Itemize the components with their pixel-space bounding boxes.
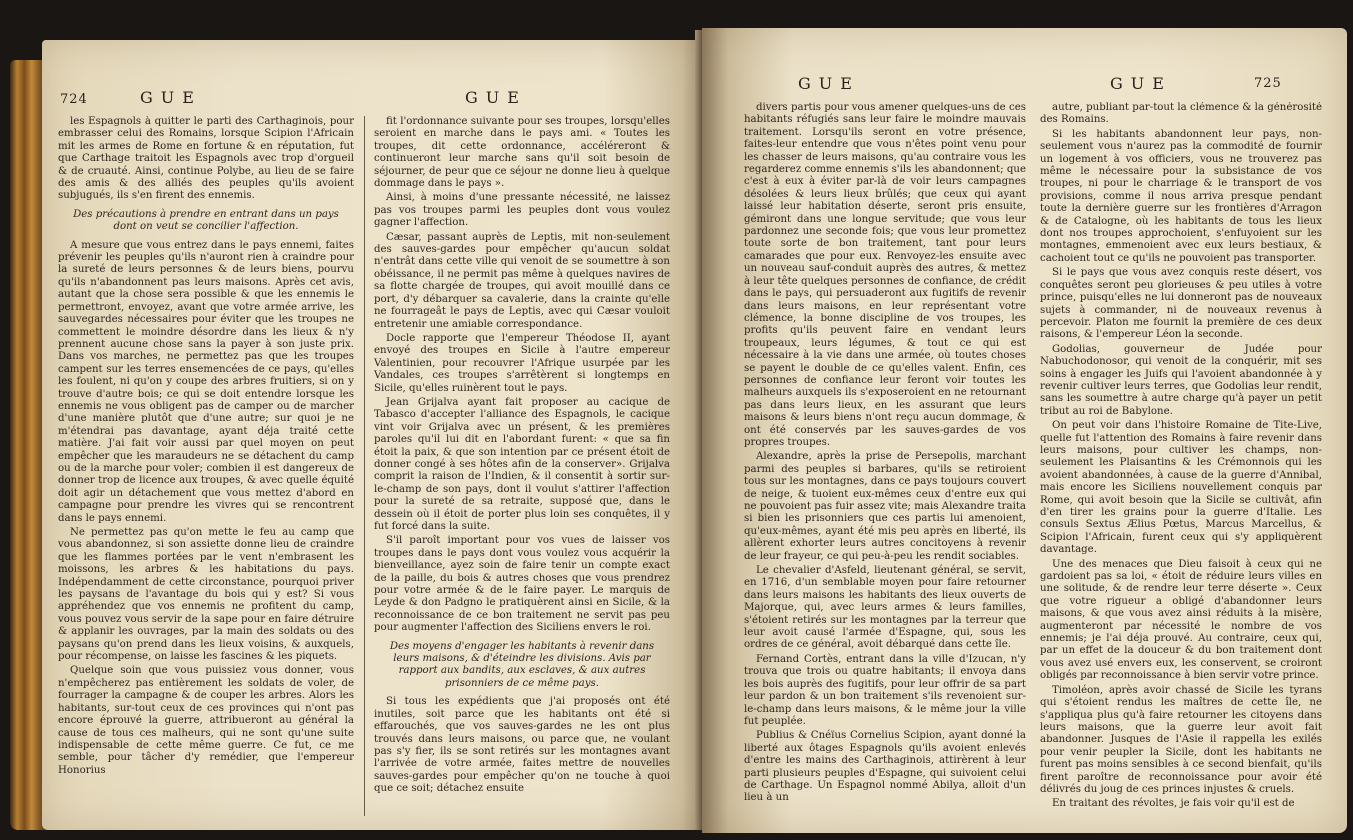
paragraph: Si tous les expédients que j'ai proposés ont été inutiles, soit parce que les habitants ont été si effarouchés, que vos sauves-gardes ne les ont plus trouvés dans leurs maisons, ou parce que, ne voulant pas s'y fier, ils se sont retirés sur les montagnes avant l'arrivée de votre armée, faites mettre de nouvelles sauves-gardes pour empêcher qu'on ne touche à quoi que ce soit; détachez ensuite (374, 696, 670, 795)
section-heading: Des moyens d'engager les habitants à revenir dans leurs maisons, & d'éteindre les divisions. Avis par rapport aux bandits, aux esclaves, & aux autres prisonniers de ce même pays. (389, 640, 655, 689)
page-number: 724 (60, 92, 88, 107)
paragraph: Fernand Cortès, entrant dans la ville d'Izucan, n'y trouva que trois ou quatre habitants; il envoya dans les bois auprès des fugitifs, pour leur offrir de sa part leur pardon & un bon traitement s'ils revenoient sur-le-champ dans leurs maisons, & le même jour la ville fut peuplée. (744, 653, 1026, 727)
left-page-header (60, 88, 660, 110)
text-column-left (744, 102, 1026, 822)
right-page-header (742, 74, 1342, 96)
paragraph: Ne permettez pas qu'on mette le feu au camp que vous abandonnez, si son assiette donne lieu de craindre que les flammes portées par le vent n'embrasent les moissons, les arbres & les habitations du pays. Indépendamment de cette circonstance, pourquoi priver les paysans de l'avantage du bois qui y est? Si vous appréhendez que vos ennemis ne profitent du camp, vous pouvez vous servir de la sape pour en faire détruire & applanir les ouvrages, par la main des soldats ou des paysans qu'on prend dans les lieux voisins, & auxquels, pour récompense, on laisse les fascines & les piquets. (58, 527, 354, 663)
running-head: GUE (1110, 74, 1172, 93)
page-edges (10, 60, 46, 830)
text-column-left (58, 116, 354, 816)
paragraph: autre, publiant par-tout la clémence & la générosité des Romains. (1040, 102, 1322, 126)
paragraph: Godolias, gouverneur de Judée pour Nabuchodonosor, qui venoit de la conquérir, mit ses soins à engager les Juifs qui l'avoient abandonnée à y revenir cultiver leurs terres, que Godolias leur rendit, sans les soumettre à autre charge qu'à payer un petit tribut au roi de Babylone. (1040, 343, 1322, 417)
paragraph: Si le pays que vous avez conquis reste désert, vos conquêtes seront peu glorieuses & peu utiles à votre prince, puisqu'elles ne lui donneront pas de nouveaux sujets à commander, ni de nouveaux revenus à percevoir. Platon me fournit la première de ces deux raisons, & l'empereur Léon la seconde. (1040, 267, 1322, 341)
paragraph: Cæsar, passant auprès de Leptis, mit non-seulement des sauves-gardes pour empêcher qu'aucun soldat n'entrât dans cette ville qui venoit de se soumettre à son obéissance, il ne permit pas même à quelques navires de sa flotte chargée de troupes, qui avoit mouillé dans ce port, d'y débarquer sa cavalerie, dans la crainte qu'elle ne fourrageât le pays de Leptis, avec qui Cæsar vouloit entretenir une amiable correspondance. (374, 231, 670, 330)
paragraph: En traitant des révoltes, je fais voir qu'il est de (1052, 798, 1295, 810)
paragraph: Jean Grijalva ayant fait proposer au cacique de Tabasco d'accepter l'alliance des Espagnols, le cacique vint voir Grijalva avec un présent, & les premières paroles qu'il lui dit en l'abordant furent: « que sa fin étoit la paix, & que son intention par ce présent étoit de donner congé à ses hôtes afin de la conserver». Grijalva comprit la raison de l'Indien, & il consentit à sortir sur-le-champ de son pays, dont il voulut s'attirer l'affection pour la sureté de sa retraite, supposé que, dans le dessein où il étoit de porter plus loin ses conquêtes, il y fut forcé dans la suite. (374, 396, 670, 532)
paragraph: A mesure que vous entrez dans le pays ennemi, faites prévenir les peuples qu'ils n'auront rien à craindre pour la sureté de leurs personnes & de leurs biens, pourvu qu'ils n'abandonnent pas leurs maisons. Après cet avis, autant que la chose sera possible & que les ennemis le permettront, envoyez, avant que votre armée arrive, les sauvegardes nécessaires pour éviter que les troupes ne commettent le moindre désordre dans les lieux & n'y prennent aucune chose sans la payer à son juste prix. Dans vos marches, ne permettez pas que les troupes campent sur les terres ensemencées de ce pays, qu'elles les foulent, ni qu'on y coupe des arbres fruitiers, si on y trouve d'autre bois; ce qui se doit entendre lorsque les ennemis ne vous obligent pas de camper ou de marcher d'une manière plutôt que d'une autre; sur quoi je ne m'étendrai pas davantage, ayant déja traité cette matière. J'ai fait voir aussi par quel moyen on peut empêcher que les maraudeurs ne se détachent du camp ou de la marche pour voler; combien il est dangereux de donner trop de licence aux troupes, & avec quelle équité doit agir un détachement que vous mettez d'abord en campagne pour prendre les vivres qui se rencontrent dans le pays ennemi. (58, 239, 354, 524)
running-head: GUE (798, 74, 860, 93)
text-column-right (1040, 102, 1322, 822)
section-heading: Des précautions à prendre en entrant dans un pays dont on veut se concilier l'affection. (73, 208, 339, 233)
column-rule (364, 116, 365, 816)
page-number: 725 (1254, 76, 1282, 91)
paragraph: Publius & Cnéïus Cornelius Scipion, ayant donné la liberté aux ôtages Espagnols qu'ils avoient enlevés d'entre les mains des Carthaginois, attirèrent à leur parti plusieurs peuples d'Espagne, qui suivoient celui de Carthage. Un Espagnol nommé Abilya, alloit d'un lieu à un (744, 730, 1026, 804)
paragraph: Le chevalier d'Asfeld, lieutenant général, se servit, en 1716, d'un semblable moyen pour faire retourner dans leurs maisons les habitants des lieux ouverts de Majorque, qui, avec leurs armes & leurs familles, s'étoient retirés sur les montagnes par la terreur que leur avoit causé l'armée d'Espagne, qui, sous les ordres de ce général, avoit débarqué dans cette île. (744, 565, 1026, 651)
right-page (702, 28, 1347, 833)
paragraph: les Espagnols à quitter le parti des Carthaginois, pour embrasser celui des Romains, lorsque Scipion l'Africain mit les armes de Rome en fortune & en réputation, fut que Carthage traitoit les Espagnols avec trop d'orgueil & de cruauté. Ainsi, continue Polybe, au lieu de se faire des amis & des alliés des peuples qu'ils avoient subjugués, ils s'en firent des ennemis. (58, 116, 354, 202)
left-page (42, 40, 702, 830)
paragraph: divers partis pour vous amener quelques-uns de ces habitants réfugiés sans leur faire le moindre mauvais traitement. Lorsqu'ils seront en votre présence, faites-leur entendre que vous n'êtes point venu pour les chasser de leurs maisons, qu'au contraire vous les regarderez comme ennemis s'ils les abandonnent; que c'est à eux à éviter par-là de voir leurs campagnes désolées & leurs lieux brûlés; que ceux qui ayant laissé leur habitation déserte, seront pris ensuite, gémiront dans une longue servitude; que vous leur pardonnez une seconde fois; que vous leur promettez toute sorte de bon traitement, tant pour leurs camarades que pour eux. Renvoyez-les ensuite avec un nouveau sauf-conduit auprès des autres, & mettez à leur tête quelques personnes de confiance, de crédit dans le pays, qui persuaderont aux fugitifs de revenir dans leurs maisons, en leur représentant votre clémence, la bonne discipline de vos troupes, les profits qu'ils peuvent faire en vendant leurs troupeaux, leurs légumes, & tout ce qui est nécessaire à la vie dans une armée, où toutes choses se payent le double de ce qu'elles valent. Enfin, ces personnes de confiance leur feront voir toutes les malheurs auxquels ils s'exposeroient en ne retournant pas dans leurs lieux, en les assurant que leurs maisons & leurs biens n'ont reçu aucun dommage, & ont été conservés par les sauves-gardes de vos propres troupes. (744, 102, 1026, 448)
running-head: GUE (465, 88, 527, 107)
paragraph: Quelque soin que vous puissiez vous donner, vous n'empêcherez pas entièrement les soldats de voler, de fourrager la campagne & de couper les arbres. Alors les habitants, sur-tout ceux de ces provinces qui n'ont pas encore éprouvé la guerre, attribueront au général la cause de tous ces malheurs, qui ne sont qu'une suite indispensable de cette même guerre. Ce fut, ce me semble, pour tâcher d'y remédier, que l'empereur Honorius (58, 665, 354, 776)
paragraph: Une des menaces que Dieu faisoit à ceux qui ne gardoient pas sa loi, « étoit de réduire leurs villes en une solitude, & de rendre leur terre déserte ». Ceux que votre rigueur a obligé d'abandonner leurs maisons, & que vous avez ainsi réduits à la misère, augmenteront par nécessité le nombre de vos ennemis; je l'ai déja prouvé. Au contraire, ceux qui, par un effet de la douceur & du bon traitement dont vous avez usé envers eux, les conservent, se croiront obligés par reconnoissance à bien servir votre prince. (1040, 558, 1322, 682)
paragraph: Timoléon, après avoir chassé de Sicile les tyrans qui s'étoient rendus les maîtres de cette île, ne s'appliqua plus qu'à faire retourner les citoyens dans leurs maisons, que la guerre leur avoit fait abandonner. Jusques de l'Asie il rappella les exilés pour venir peupler la Sicile, dont les habitants ne furent pas moins sensibles à ce second bienfait, qu'ils firent paroître de reconnoissance pour avoir été délivrés du joug de ces princes injustes & cruels. (1040, 684, 1322, 795)
paragraph: On peut voir dans l'histoire Romaine de Tite-Live, quelle fut l'attention des Romains à faire revenir dans leurs maisons, pour cultiver les champs, non-seulement les Plaisantins & les Crémonnois qui les avoient abandonnées, à cause de la guerre d'Annibal, mais encore les Siciliens nouvellement conquis par Rome, qui avoit besoin que la Sicile se cultivât, afin d'en tirer les grains pour la guerre d'Italie. Les consuls Sextus Ælius Pœtus, Marcus Marcellus, & Scipion l'Africain, furent ceux qui s'y appliquèrent davantage. (1040, 420, 1322, 556)
paragraph: Alexandre, après la prise de Persepolis, marchant parmi des peuples si barbares, qu'ils se retiroient tous sur les montagnes, dans ce pays toujours couvert de neige, & tuoient eux-mêmes ceux d'entre eux qui ne pouvoient pas fuir assez vite; mais Alexandre traita si bien les prisonniers que ces partis lui amenoient, qu'eux-mêmes, ayant été mis peu après en liberté, ils allèrent exhorter leurs autres concitoyens à revenir de leur frayeur, ce qui peu-à-peu les rendit sociables. (744, 451, 1026, 562)
running-head: GUE (140, 88, 202, 107)
paragraph: fit l'ordonnance suivante pour ses troupes, lorsqu'elles seroient en marche dans le pays ami. « Toutes les troupes, dit cette ordonnance, accéléreront & continueront leur marche sans qu'il soit besoin de séjourner, de peur que ce séjour ne donne lieu à quelque dommage dans le pays ». (374, 116, 670, 190)
text-column-right (374, 116, 670, 816)
paragraph: Ainsi, à moins d'une pressante nécessité, ne laissez pas vos troupes parmi les peuples dont vous voulez gagner l'affection. (374, 192, 670, 229)
paragraph: S'il paroît important pour vos vues de laisser vos troupes dans le pays dont vous voulez vous acquérir la bienveillance, ayez soin de faire tenir un compte exact de la paille, du bois & autres choses que vous prendrez pour votre armée & de le faire payer. Le marquis de Leyde & don Padgno le pratiquèrent ainsi en Sicile, & la reconnoissance de ce bon traitement ne servit pas peu pour augmenter l'affection des Siciliens envers le roi. (374, 535, 670, 634)
paragraph: Si les habitants abandonnent leur pays, non-seulement vous n'aurez pas la commodité de fournir un logement à vos officiers, vous ne trouverez pas même le nécessaire pour la subsistance de vos troupes, ni pour le charriage & le transport de vos provisions, comme il nous arriva presque pendant toute la dernière guerre sur les frontières d'Arragon & de Catalogne, où les habitants de tous les lieux dont nos troupes approchoient, s'enfuyoient sur les montagnes, emmenoient avec eux leurs bestiaux, & cachoient tout ce qu'ils ne pouvoient pas transporter. (1040, 128, 1322, 264)
paragraph: Docle rapporte que l'empereur Théodose II, ayant envoyé des troupes en Sicile à l'autre empereur Valentinien, pour recouvrer l'Afrique usurpée par les Vandales, ces troupes s'arrêtèrent si longtemps en Sicile, qu'elles ruinèrent tout le pays. (374, 332, 670, 394)
